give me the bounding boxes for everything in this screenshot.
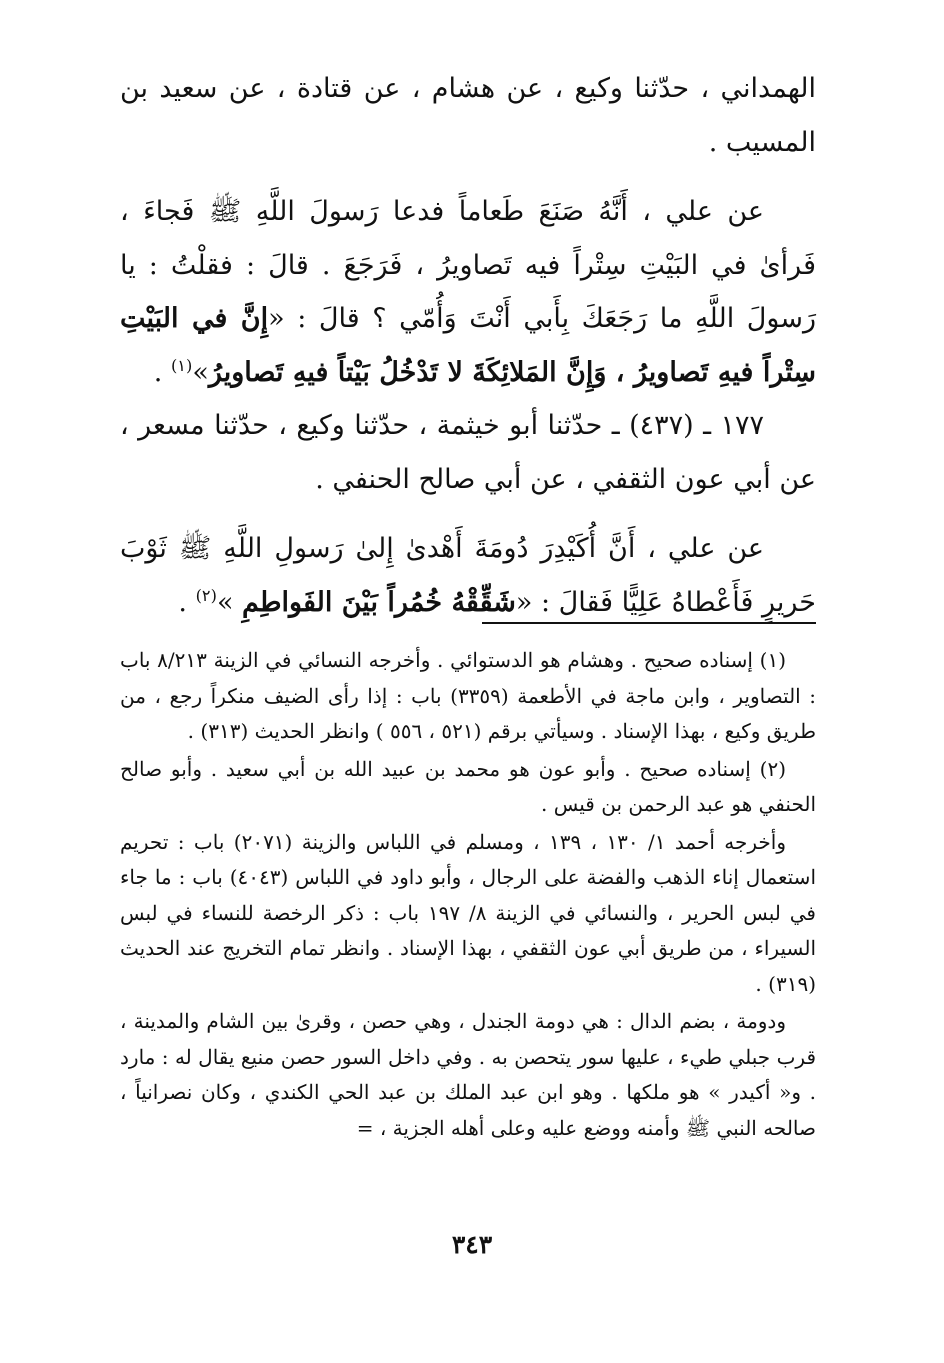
footnote-2-takhrij: وأخرجه أحمد ١/ ١٣٠ ، ١٣٩ ، ومسلم في اللباس والزينة (٢٠٧١) باب : تحريم استعمال إناء الذهب والفضة على الرجال ، وأبو داود في اللباس (٤٠٤٣) باب : ما جاء في لبس الحرير ، والنسائي في الزينة ٨/ ١٩٧ باب : ذكر الرخصة للنساء في لبس السيراء ، من طريق أبي عون الثقفي ، بهذا الإسناد . وانظر تمام التخريج عند الحديث (٣١٩) . xyxy=(120,829,816,996)
hadith-2-prophetic-saying: شَقِّقْهُ خُمُراً بَيْنَ الفَواطِمِ xyxy=(242,586,516,618)
hadith-2-quote-close: » xyxy=(216,586,243,618)
page-number: ٣٤٣ xyxy=(451,1230,493,1259)
footnote-1: (١) إسناده صحيح . وهشام هو الدستوائي . وأخرجه النسائي في الزينة ٨/٢١٣ باب : التصاوير ، وابن ماجة في الأطعمة (٣٣٥٩) باب : إذا رأى الضيف منكراً رجع ، من طريق وكيع ، بهذا الإسناد . وسيأتي برقم (٥٢١ ، ٥٥٦ ) وانظر الحديث (٣١٣) . xyxy=(120,648,816,743)
footnote-2: (٢) إسناده صحيح . وأبو عون هو محمد بن عبيد الله بن أبي سعيد . وأبو صالح الحنفي هو عبد الرحمن بن قيس . xyxy=(120,756,816,816)
footnotes xyxy=(120,643,816,1148)
paragraph-hadith-2 xyxy=(120,522,816,629)
paragraph-chain-continuation: الهمداني ، حدّثنا وكيع ، عن هشام ، عن قتادة ، عن سعيد بن المسيب . xyxy=(120,73,816,158)
footnote-2-commentary: ودومة ، بضم الدال : هي دومة الجندل ، وهي حصن ، وقرىٰ بين الشام والمدينة ، قرب جبلي طيء ، عليها سور يتحصن به . وفي داخل السور حصن منيع يقال له : مارد . و« أكيدر » هو ملكها . وهو ابن عبد الملك بن عبد الحي الكندي ، وكان نصرانياً ، صالحه النبي ﷺ وأمنه ووضع عليه وعلى أهله الجزية ، = xyxy=(120,1009,816,1140)
hadith-1-prophetic-saying: إِنَّ في البَيْتِ سِتْراً فيهِ تَصاويرُ ، وَإِنَّ المَلائِكَةَ لا تَدْخُلُ بَيْتاً فيهِ تَصاويرُ xyxy=(120,303,816,388)
hadith-1-narration: عن علي ، أَنَّهُ صَنَعَ طَعاماً فدعا رَسولَ اللَّهِ ﷺ فَجاءَ ، فَرأىٰ في البَيْتِ سِتْراً فيه تَصاويرُ ، فَرَجَعَ . قالَ : فقلْتُ : يا رَسولَ اللَّهِ ما رَجَعَكَ بِأَبي أَنْتَ وَأُمّي ؟ قالَ : « xyxy=(120,196,817,334)
hadith-2-narration: عن علي ، أَنَّ أُكَيْدِرَ دُومَةَ أَهْدىٰ إِلىٰ رَسولِ اللَّهِ ﷺ ثَوْبَ حَريرٍ فَأَعْطاهُ عَلِيًّا فَقالَ : « xyxy=(120,533,816,618)
main-text xyxy=(120,62,816,629)
footnote-ref-1: (١) xyxy=(170,355,193,375)
paragraph-hadith-1 xyxy=(120,185,816,399)
hadith-1-end: . xyxy=(153,356,171,388)
hadith-1-quote-close: » xyxy=(192,356,209,388)
hadith-2-end: . xyxy=(178,586,196,618)
footnote-ref-2: (٢) xyxy=(195,585,217,605)
paragraph-chain-177: ١٧٧ ـ (٤٣٧) ـ حدّثنا أبو خيثمة ، حدّثنا وكيع ، حدّثنا مسعر ، عن أبي عون الثقفي ، عن أبي صالح الحنفي . xyxy=(120,410,816,495)
footnote-separator xyxy=(482,622,816,624)
